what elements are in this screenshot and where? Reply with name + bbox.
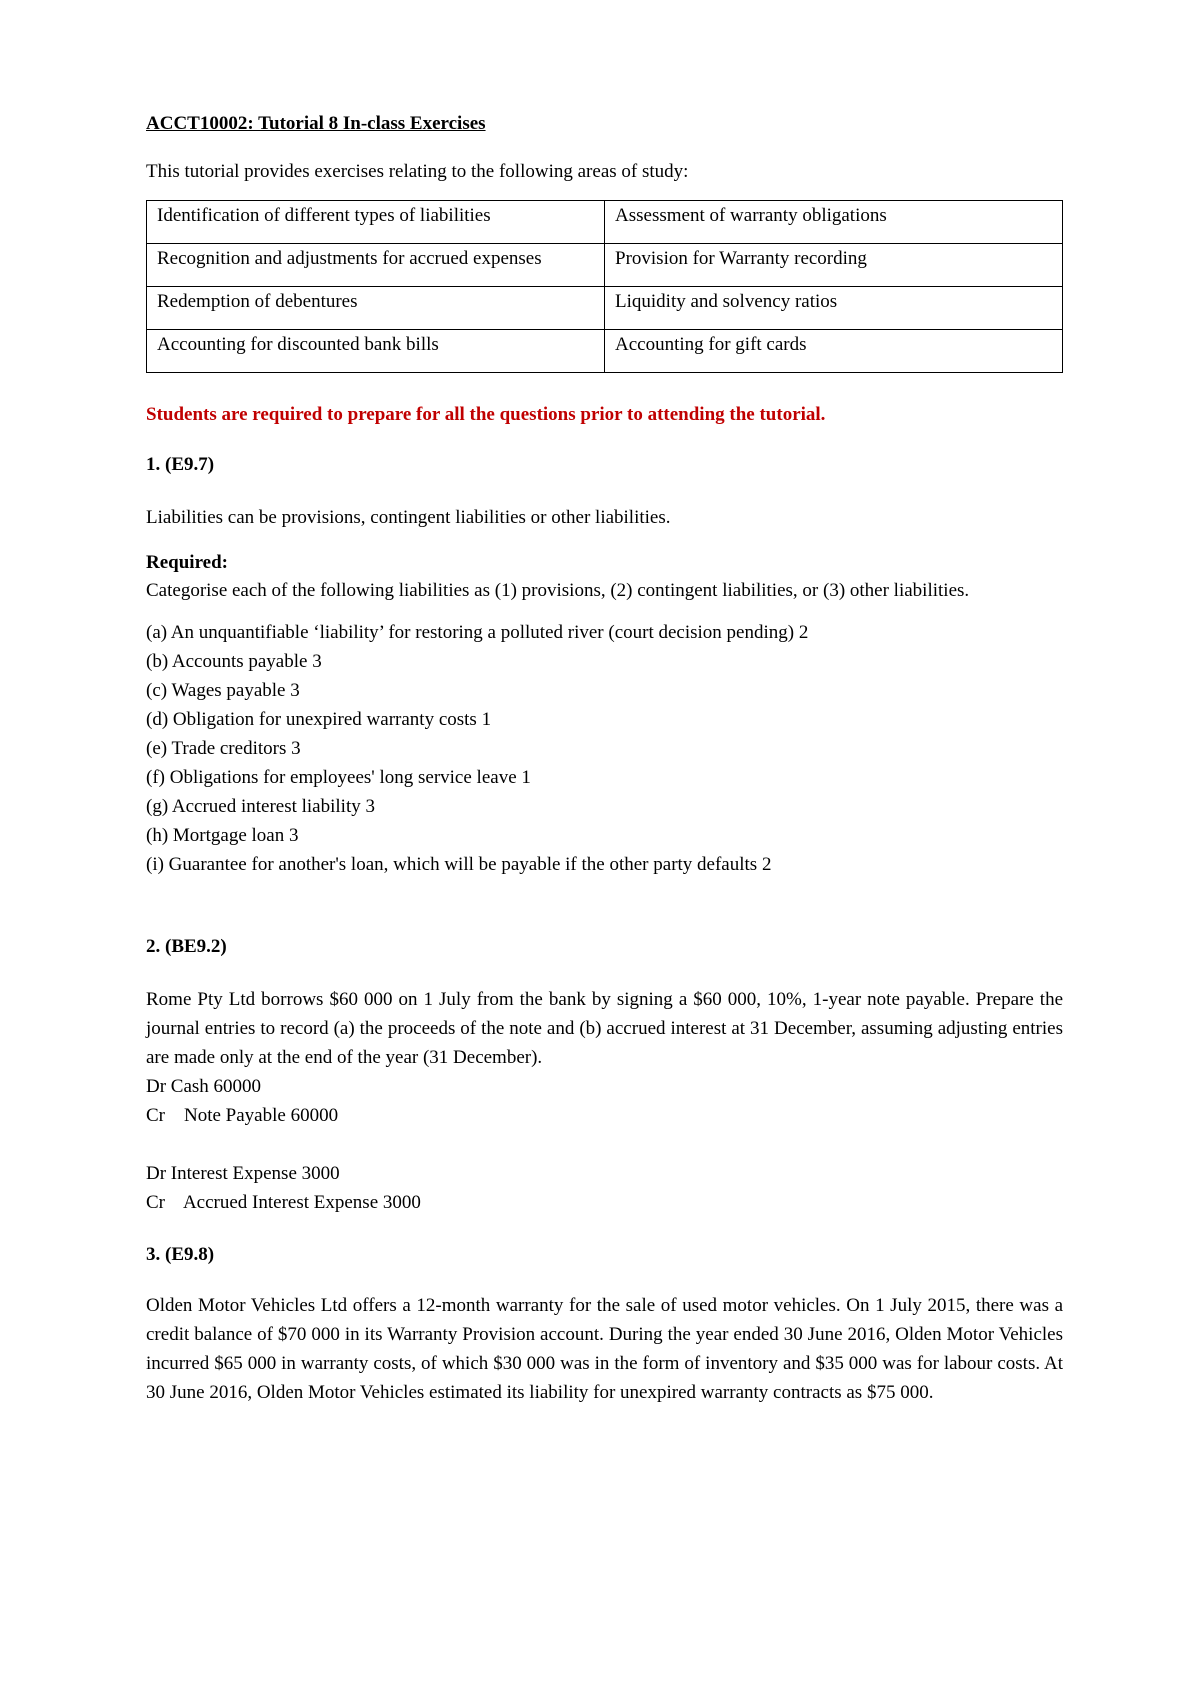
question-1-heading: 1. (E9.7): [146, 454, 215, 475]
table-cell: Recognition and adjustments for accrued expenses: [147, 244, 605, 287]
table-row: [147, 287, 1063, 330]
journal-entry-1: [146, 1072, 1063, 1130]
list-item: (e) Trade creditors 3: [146, 738, 301, 759]
list-item: (c) Wages payable 3: [146, 680, 300, 701]
list-item: (b) Accounts payable 3: [146, 651, 322, 672]
list-item: (g) Accrued interest liability 3: [146, 796, 375, 817]
table-cell: Identification of different types of liabilities: [147, 201, 605, 244]
topics-table: [146, 200, 1063, 373]
journal-line: Cr Accrued Interest Expense 3000: [146, 1192, 421, 1213]
list-item: (a) An unquantifiable ‘liability’ for restoring a polluted river (court decision pending) 2: [146, 622, 809, 643]
required-label: Required:: [146, 552, 228, 573]
question-2-text: Rome Pty Ltd borrows $60 000 on 1 July from the bank by signing a $60 000, 10%, 1-year note payable. Prepare the journal entries to record (a) the proceeds of the note and (b) accrued interest at 31 December, assuming adjusting entries are made only at the end of the year (31 December).: [146, 989, 1063, 1068]
list-item: (f) Obligations for employees' long service leave 1: [146, 767, 531, 788]
required-text: Categorise each of the following liabilities as (1) provisions, (2) contingent liabilities, or (3) other liabilities.: [146, 580, 970, 601]
question-3-heading: 3. (E9.8): [146, 1244, 215, 1265]
question-2-heading: 2. (BE9.2): [146, 936, 227, 957]
journal-line: Dr Interest Expense 3000: [146, 1163, 340, 1184]
list-item: (i) Guarantee for another's loan, which will be payable if the other party defaults 2: [146, 854, 772, 875]
question-3-text: Olden Motor Vehicles Ltd offers a 12-month warranty for the sale of used motor vehicles. On 1 July 2015, there was a credit balance of $70 000 in its Warranty Provision account. During the year ended 30 June 2016, Olden Motor Vehicles incurred $65 000 in warranty costs, of which $30 000 was in the form of inventory and $35 000 was for labour costs. At 30 June 2016, Olden Motor Vehicles estimated its liability for unexpired warranty contracts as $75 000.: [146, 1295, 1063, 1403]
table-cell: Accounting for discounted bank bills: [147, 330, 605, 373]
journal-line: Dr Cash 60000: [146, 1076, 262, 1097]
intro-text: This tutorial provides exercises relating to the following areas of study:: [146, 161, 689, 182]
table-cell: Liquidity and solvency ratios: [605, 287, 1063, 330]
table-row: [147, 201, 1063, 244]
document-page: [146, 112, 1063, 1407]
document-title: ACCT10002: Tutorial 8 In-class Exercises: [146, 113, 486, 134]
table-cell: Assessment of warranty obligations: [605, 201, 1063, 244]
table-row: [147, 244, 1063, 287]
journal-line: Cr Note Payable 60000: [146, 1105, 339, 1126]
table-cell: Redemption of debentures: [147, 287, 605, 330]
list-item: (h) Mortgage loan 3: [146, 825, 299, 846]
question-1-intro: Liabilities can be provisions, contingent liabilities or other liabilities.: [146, 507, 671, 528]
list-item: (d) Obligation for unexpired warranty costs 1: [146, 709, 492, 730]
table-cell: Provision for Warranty recording: [605, 244, 1063, 287]
table-cell: Accounting for gift cards: [605, 330, 1063, 373]
table-row: [147, 330, 1063, 373]
liability-list: [146, 618, 1063, 879]
preparation-warning: Students are required to prepare for all the questions prior to attending the tutorial.: [146, 404, 826, 425]
journal-entry-2: [146, 1159, 1063, 1217]
